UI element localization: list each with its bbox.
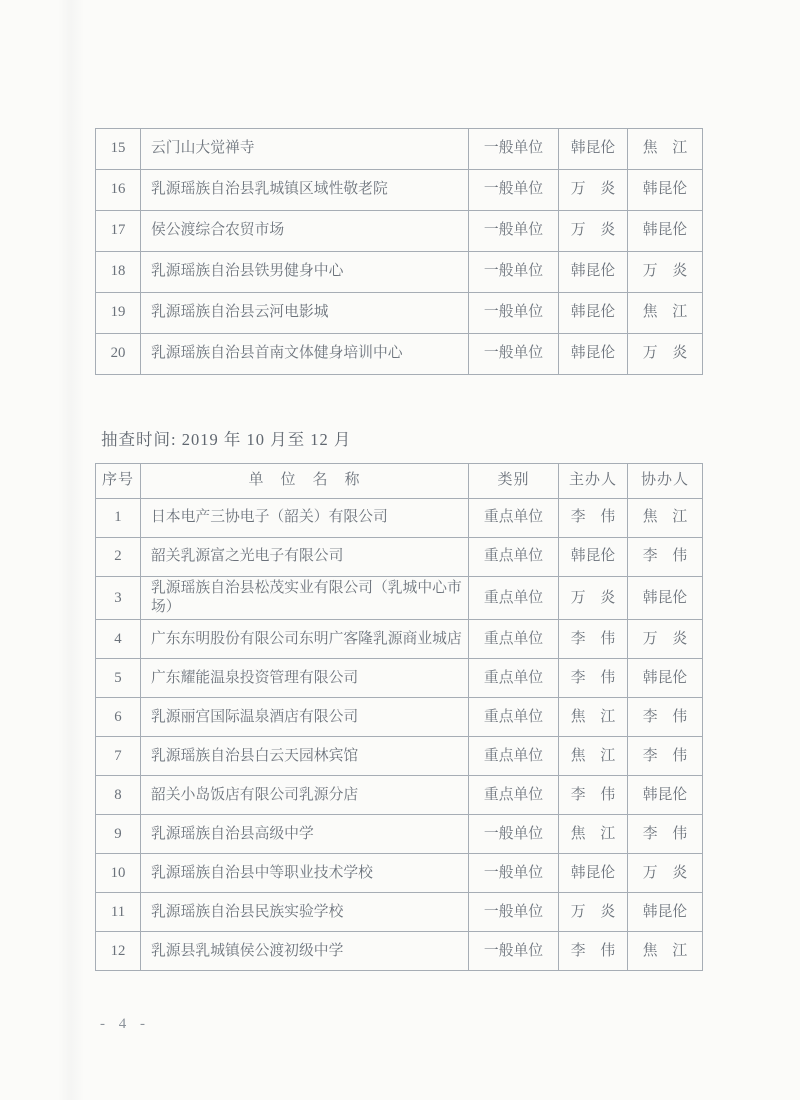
table-row bbox=[96, 620, 703, 659]
cell-cohost-person: 万 炎 bbox=[628, 620, 703, 659]
cell-host-person: 李 伟 bbox=[559, 932, 628, 971]
table-row bbox=[96, 170, 703, 211]
table-row bbox=[96, 776, 703, 815]
cell-category: 重点单位 bbox=[469, 698, 559, 737]
cell-serial-number: 6 bbox=[96, 698, 141, 737]
cell-serial-number: 2 bbox=[96, 538, 141, 577]
cell-category: 一般单位 bbox=[469, 854, 559, 893]
header-category: 类别 bbox=[469, 464, 559, 499]
units-table-oct-dec bbox=[95, 463, 703, 971]
cell-host-person: 李 伟 bbox=[559, 620, 628, 659]
cell-unit-name: 乳源瑶族自治县铁男健身中心 bbox=[141, 252, 469, 293]
units-table-header bbox=[96, 464, 703, 499]
table-row bbox=[96, 577, 703, 620]
cell-unit-name: 乳源瑶族自治县中等职业技术学校 bbox=[141, 854, 469, 893]
cell-host-person: 焦 江 bbox=[559, 698, 628, 737]
cell-unit-name: 韶关小岛饭店有限公司乳源分店 bbox=[141, 776, 469, 815]
cell-serial-number: 18 bbox=[96, 252, 141, 293]
cell-unit-name: 乳源瑶族自治县云河电影城 bbox=[141, 293, 469, 334]
table-row bbox=[96, 129, 703, 170]
cell-serial-number: 5 bbox=[96, 659, 141, 698]
cell-category: 一般单位 bbox=[469, 893, 559, 932]
cell-host-person: 李 伟 bbox=[559, 776, 628, 815]
cell-serial-number: 17 bbox=[96, 211, 141, 252]
cell-category: 一般单位 bbox=[469, 334, 559, 375]
cell-host-person: 万 炎 bbox=[559, 211, 628, 252]
cell-cohost-person: 李 伟 bbox=[628, 815, 703, 854]
cell-unit-name: 乳源瑶族自治县首南文体健身培训中心 bbox=[141, 334, 469, 375]
cell-category: 重点单位 bbox=[469, 538, 559, 577]
cell-category: 一般单位 bbox=[469, 211, 559, 252]
cell-category: 重点单位 bbox=[469, 499, 559, 538]
header-host-person: 主办人 bbox=[559, 464, 628, 499]
cell-cohost-person: 李 伟 bbox=[628, 698, 703, 737]
cell-serial-number: 16 bbox=[96, 170, 141, 211]
cell-unit-name: 乳源瑶族自治县乳城镇区域性敬老院 bbox=[141, 170, 469, 211]
table-row bbox=[96, 211, 703, 252]
cell-host-person: 李 伟 bbox=[559, 499, 628, 538]
cell-serial-number: 19 bbox=[96, 293, 141, 334]
cell-host-person: 李 伟 bbox=[559, 659, 628, 698]
cell-serial-number: 1 bbox=[96, 499, 141, 538]
cell-category: 重点单位 bbox=[469, 776, 559, 815]
cell-serial-number: 11 bbox=[96, 893, 141, 932]
table-row bbox=[96, 893, 703, 932]
cell-host-person: 韩昆伦 bbox=[559, 538, 628, 577]
cell-host-person: 韩昆伦 bbox=[559, 129, 628, 170]
inspection-period-label: 抽查时间: 2019 年 10 月至 12 月 bbox=[101, 430, 352, 449]
cell-category: 重点单位 bbox=[469, 577, 559, 620]
header-serial-number: 序号 bbox=[96, 464, 141, 499]
cell-cohost-person: 韩昆伦 bbox=[628, 577, 703, 620]
cell-unit-name: 乳源瑶族自治县白云天园林宾馆 bbox=[141, 737, 469, 776]
cell-unit-name: 日本电产三协电子（韶关）有限公司 bbox=[141, 499, 469, 538]
table-row bbox=[96, 293, 703, 334]
cell-host-person: 韩昆伦 bbox=[559, 854, 628, 893]
cell-unit-name: 广东东明股份有限公司东明广客隆乳源商业城店 bbox=[141, 620, 469, 659]
header-unit-name: 单 位 名 称 bbox=[141, 464, 469, 499]
cell-cohost-person: 李 伟 bbox=[628, 538, 703, 577]
cell-unit-name: 乳源瑶族自治县松茂实业有限公司（乳城中心市场） bbox=[141, 577, 469, 620]
cell-unit-name: 云门山大觉禅寺 bbox=[141, 129, 469, 170]
cell-category: 重点单位 bbox=[469, 620, 559, 659]
cell-category: 重点单位 bbox=[469, 737, 559, 776]
cell-cohost-person: 焦 江 bbox=[628, 932, 703, 971]
cell-serial-number: 9 bbox=[96, 815, 141, 854]
cell-serial-number: 10 bbox=[96, 854, 141, 893]
cell-unit-name: 乳源瑶族自治县高级中学 bbox=[141, 815, 469, 854]
cell-cohost-person: 焦 江 bbox=[628, 129, 703, 170]
cell-host-person: 焦 江 bbox=[559, 737, 628, 776]
cell-category: 一般单位 bbox=[469, 129, 559, 170]
cell-unit-name: 乳源丽宫国际温泉酒店有限公司 bbox=[141, 698, 469, 737]
cell-serial-number: 20 bbox=[96, 334, 141, 375]
table-row bbox=[96, 737, 703, 776]
cell-unit-name: 广东耀能温泉投资管理有限公司 bbox=[141, 659, 469, 698]
cell-category: 一般单位 bbox=[469, 252, 559, 293]
cell-unit-name: 侯公渡综合农贸市场 bbox=[141, 211, 469, 252]
cell-cohost-person: 李 伟 bbox=[628, 737, 703, 776]
units-table-continued bbox=[95, 128, 703, 375]
cell-category: 一般单位 bbox=[469, 293, 559, 334]
cell-serial-number: 3 bbox=[96, 577, 141, 620]
cell-cohost-person: 韩昆伦 bbox=[628, 776, 703, 815]
units-table-oct-dec-body bbox=[96, 499, 703, 971]
cell-cohost-person: 韩昆伦 bbox=[628, 211, 703, 252]
scan-artifact-streak bbox=[58, 0, 84, 1100]
cell-unit-name: 乳源县乳城镇侯公渡初级中学 bbox=[141, 932, 469, 971]
table-row bbox=[96, 932, 703, 971]
cell-cohost-person: 万 炎 bbox=[628, 854, 703, 893]
cell-unit-name: 韶关乳源富之光电子有限公司 bbox=[141, 538, 469, 577]
table-row bbox=[96, 815, 703, 854]
cell-cohost-person: 焦 江 bbox=[628, 499, 703, 538]
table-row bbox=[96, 538, 703, 577]
cell-category: 一般单位 bbox=[469, 815, 559, 854]
header-cohost-person: 协办人 bbox=[628, 464, 703, 499]
cell-host-person: 韩昆伦 bbox=[559, 334, 628, 375]
cell-category: 一般单位 bbox=[469, 932, 559, 971]
cell-serial-number: 12 bbox=[96, 932, 141, 971]
cell-serial-number: 4 bbox=[96, 620, 141, 659]
table-row bbox=[96, 854, 703, 893]
table-row bbox=[96, 659, 703, 698]
cell-host-person: 万 炎 bbox=[559, 893, 628, 932]
cell-cohost-person: 焦 江 bbox=[628, 293, 703, 334]
cell-host-person: 焦 江 bbox=[559, 815, 628, 854]
cell-serial-number: 15 bbox=[96, 129, 141, 170]
page-number: - 4 - bbox=[100, 1016, 150, 1032]
table-row bbox=[96, 334, 703, 375]
cell-category: 一般单位 bbox=[469, 170, 559, 211]
cell-host-person: 万 炎 bbox=[559, 170, 628, 211]
cell-host-person: 韩昆伦 bbox=[559, 293, 628, 334]
cell-host-person: 韩昆伦 bbox=[559, 252, 628, 293]
cell-unit-name: 乳源瑶族自治县民族实验学校 bbox=[141, 893, 469, 932]
cell-cohost-person: 万 炎 bbox=[628, 252, 703, 293]
table-row bbox=[96, 252, 703, 293]
cell-serial-number: 8 bbox=[96, 776, 141, 815]
cell-cohost-person: 韩昆伦 bbox=[628, 170, 703, 211]
cell-cohost-person: 韩昆伦 bbox=[628, 893, 703, 932]
table-header-row bbox=[96, 464, 703, 499]
units-table-continued-body bbox=[96, 129, 703, 375]
cell-cohost-person: 万 炎 bbox=[628, 334, 703, 375]
cell-category: 重点单位 bbox=[469, 659, 559, 698]
table-row bbox=[96, 499, 703, 538]
cell-host-person: 万 炎 bbox=[559, 577, 628, 620]
cell-cohost-person: 韩昆伦 bbox=[628, 659, 703, 698]
table-row bbox=[96, 698, 703, 737]
cell-serial-number: 7 bbox=[96, 737, 141, 776]
